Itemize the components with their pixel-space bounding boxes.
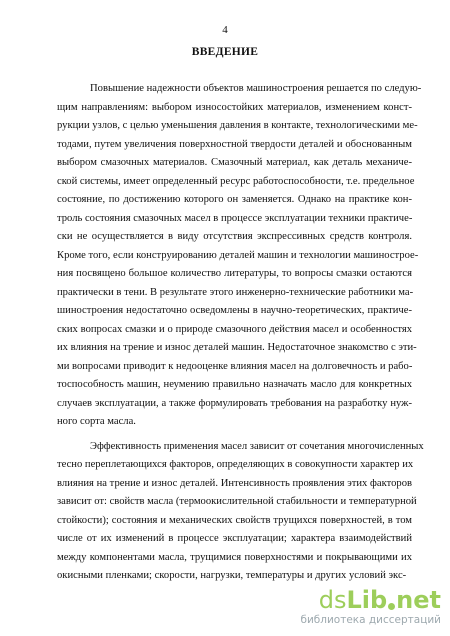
text-line: состояние, по достижению которого он заменяется. Однако на практике кон- — [57, 194, 412, 205]
watermark-logo: dsLib net — [318, 586, 441, 614]
text-line: ния посвящено большое количество литературы, то вопросы смазки остаются — [57, 268, 412, 279]
text-line: тоспособность машин, неумению правильно назначать масло для конкретных — [57, 379, 412, 390]
text-line: влияния на трение и износ деталей. Интенсивность проявления этих факторов — [57, 477, 412, 489]
text-line: щим направлениям: выбором износостойких материалов, изменением конст- — [57, 101, 412, 113]
page-number: 4 — [222, 24, 228, 36]
text-line: выбором смазочных материалов. Смазочный материал, как деталь механиче- — [57, 157, 412, 168]
section-heading: ВВЕДЕНИЕ — [191, 46, 259, 58]
dslib-watermark — [300, 586, 445, 631]
text-line: ми вопросами приводит к недооценке влияния масел на долговечность и рабо- — [57, 360, 413, 372]
text-line: Эффективность применения масел зависит от сочетания многочисленных — [90, 440, 424, 452]
text-line: ного сорта масла. — [57, 416, 136, 427]
text-line: их влияния на трение и износ деталей машин. Недостаточное знакомство с эти- — [57, 342, 417, 353]
text-line: шиностроения недостаточно осведомлены в научно-теоретических, практиче- — [57, 305, 412, 316]
text-line: между компонентами масла, трущимися поверхностями и покрывающими их — [57, 551, 412, 563]
text-line: ски не осуществляется в виду отсутствия экспрессивных средств контроля. — [57, 231, 412, 242]
text-line: тодами, путем увеличения поверхностной твердости деталей и обоснованным — [57, 138, 412, 150]
text-line: ских вопросах смазки и о природе смазочного действия масел и особенностях — [57, 323, 412, 335]
text-line: Кроме того, если конструированию деталей машин и технологии машинострое- — [57, 249, 419, 261]
body-text — [57, 80, 424, 586]
text-line: тесно переплетающихся факторов, определяющих в совокупности характер их — [57, 459, 414, 470]
text-line: практически в тени. В результате этого инженерно-технические работники ма- — [57, 286, 414, 298]
text-line: числе от их изменений в процессе эксплуатации; характера взаимодействий — [57, 533, 412, 544]
text-line: стойкости); состояния и механических свойств трущихся поверхностей, в том — [57, 514, 412, 526]
text-line: ской системы, имеет определенный ресурс работоспособности, т.е. предельное — [57, 175, 415, 187]
text-line: троль состояния смазочных масел в процессе эксплуатации техники практиче- — [57, 212, 413, 224]
text-line: Повышение надежности объектов машиностроения решается по следую- — [90, 83, 422, 94]
text-line: случаев эксплуатации, а также формулировать требования на разработку нуж- — [57, 397, 412, 409]
paragraph-1 — [57, 80, 422, 432]
watermark-subtitle: библиотека диссертаций — [300, 614, 441, 626]
text-line: окисными пленками; скорости, нагрузки, температуры и других условий экс- — [57, 570, 407, 581]
paragraph-2 — [57, 438, 424, 586]
text-line: зависит от: свойств масла (термоокислительной стабильности и температурной — [57, 496, 417, 507]
text-line: рукции узлов, с целью уменьшения давления в контакте, технологическими ме- — [57, 120, 418, 131]
